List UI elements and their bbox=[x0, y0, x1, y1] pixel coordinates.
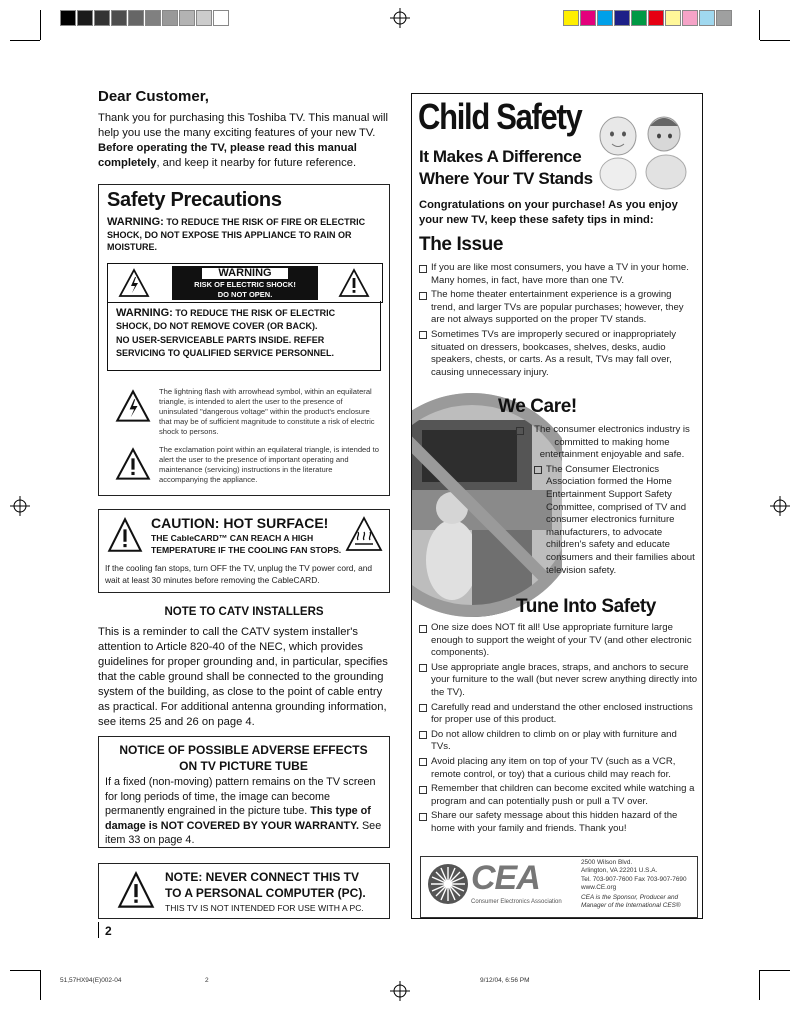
catv-body: This is a reminder to call the CATV system installer's attention to Article 820-40 of the NEC, which provides guidelines for proper grounding and, in particular, specifies that the cable ground shall be connected to the grounding system of the building, as close to the point of cable entry as practical. For additional antenna grounding information, see items 25 and 26 on page 4. bbox=[98, 626, 388, 728]
registration-mark-icon bbox=[390, 981, 410, 1001]
pc-note-title: NOTE: NEVER CONNECT THIS TV TO A PERSONAL COMPUTER (PC). bbox=[165, 870, 366, 900]
child-safety-panel bbox=[411, 93, 703, 919]
caution-title: CAUTION: HOT SURFACE! bbox=[151, 515, 329, 531]
electric-shock-warning: WARNING: TO REDUCE THE RISK OF ELECTRIC SHOCK, DO NOT REMOVE COVER (OR BACK). NO USER-SERVICEABLE PARTS INSIDE. REFER SERVICING TO QUALIFIED SERVICE PERSONNEL. bbox=[107, 301, 381, 371]
lightning-triangle-icon bbox=[115, 389, 151, 423]
list-item: Share our safety message about this hidden hazard of the home with your family and friends. Thank you! bbox=[419, 810, 699, 835]
lightning-description: The lightning flash with arrowhead symbol, within an equilateral triangle, is intended to alert the user to the presence of uninsulated "dangerous voltage" within the product's enclosure that may be of sufficient magnitude to constitute a risk of electric shock to persons. bbox=[159, 387, 375, 436]
issue-list bbox=[419, 262, 697, 381]
list-item: Remember that children can become excited while watching a program and can potentially push or pull a TV over. bbox=[419, 783, 699, 808]
we-care-list bbox=[516, 424, 696, 579]
footer-page: 2 bbox=[205, 977, 209, 984]
list-item: One size does NOT fit all! Use appropriate furniture large enough to support the weight of your TV (and other electronic components). bbox=[419, 622, 699, 660]
lightning-triangle-icon bbox=[118, 268, 150, 298]
registration-mark-icon bbox=[390, 8, 410, 28]
list-item: Do not allow children to climb on or play with furniture and TVs. bbox=[419, 729, 699, 754]
issue-title: The Issue bbox=[419, 234, 504, 255]
page-number-rule bbox=[98, 922, 99, 938]
tune-list bbox=[419, 622, 699, 838]
warning-label-center: WARNING RISK OF ELECTRIC SHOCK! DO NOT OPEN. bbox=[172, 266, 318, 300]
safety-precautions-box bbox=[98, 184, 390, 496]
exclamation-description: The exclamation point within an equilateral triangle, is intended to alert the user to the presence of important operating and maintenance (servicing) instructions in the literature accompanying the appliance. bbox=[159, 445, 379, 484]
congrats-text: Congratulations on your purchase! As you enjoy your new TV, keep these safety tips in mind: bbox=[419, 199, 678, 226]
notice-body: If a fixed (non-moving) pattern remains on the TV screen for long periods of time, the image can become permanently engrained in the picture tube. This type of damage is NOT COVERED BY YOUR WARRANTY. See item 33 on page 4. bbox=[105, 776, 382, 846]
caution-hot-surface-box bbox=[98, 509, 390, 593]
safety-precautions-title: Safety Precautions bbox=[107, 189, 282, 211]
pc-connect-note-box bbox=[98, 863, 390, 919]
exclamation-triangle-icon bbox=[117, 870, 155, 910]
exclamation-triangle-icon bbox=[338, 268, 370, 298]
registration-mark-icon bbox=[770, 496, 790, 516]
babies-photo bbox=[584, 104, 696, 194]
child-safety-subtitle: It Makes A Difference Where Your TV Stands bbox=[419, 147, 593, 188]
page-number: 2 bbox=[105, 924, 112, 938]
pc-note-body: THIS TV IS NOT INTENDED FOR USE WITH A PC. bbox=[165, 903, 364, 913]
registration-mark-icon bbox=[10, 496, 30, 516]
intro-paragraph: Thank you for purchasing this Toshiba TV. This manual will help you use the many exciting features of your new TV. Before operating the TV, please read this manual completely, and keep it nearby for future reference. bbox=[98, 112, 388, 169]
greeting-heading: Dear Customer, bbox=[98, 88, 209, 105]
list-item: Carefully read and understand the other enclosed instructions for proper use of this product. bbox=[419, 702, 699, 727]
list-item: If you are like most consumers, you have a TV in your home. Many homes, in fact, have more than one TV. bbox=[419, 262, 697, 287]
tune-into-safety-title: Tune Into Safety bbox=[516, 596, 656, 617]
list-item: Avoid placing any item on top of your TV (such as a VCR, remote control, or toy) that a curious child may reach for. bbox=[419, 756, 699, 781]
picture-tube-notice-box bbox=[98, 736, 390, 848]
care-item: The Consumer Electronics Association formed the Home Entertainment Support Safety Committee, comprised of TV and consumer electronics furniture manufacturers, to advocate children's safety and educate consumers and their families about television safety. bbox=[534, 464, 696, 577]
cea-tagline: Consumer Electronics Association bbox=[471, 899, 562, 905]
list-item: The home theater entertainment experience is a growing trend, and larger TVs are popular purchases; however, they are not always supported on the proper TV stands. bbox=[419, 289, 697, 327]
cea-box bbox=[420, 856, 698, 918]
hot-surface-icon bbox=[345, 516, 383, 552]
list-item: Use appropriate angle braces, straps, and anchors to secure your furniture to the wall (but never screw anything directly into the TV). bbox=[419, 662, 699, 700]
cea-star-logo-icon bbox=[427, 863, 469, 905]
caution-line: THE CableCARD™ CAN REACH A HIGH TEMPERATURE IF THE COOLING FAN STOPS. bbox=[151, 533, 342, 555]
grayscale-color-bar bbox=[60, 10, 230, 26]
exclamation-triangle-icon bbox=[107, 516, 143, 554]
warning-label bbox=[107, 263, 383, 303]
cea-contact: 2500 Wilson Blvd. Arlington, VA 22201 U.S.A. Tel. 703-907-7600 Fax 703-907-7690 www.CE.org CEA is the Sponsor, Producer and Manager of the International CES® bbox=[581, 859, 687, 910]
moisture-warning: WARNING: TO REDUCE THE RISK OF FIRE OR ELECTRIC SHOCK, DO NOT EXPOSE THIS APPLIANCE TO RAIN OR MOISTURE. bbox=[107, 216, 366, 252]
caution-body: If the cooling fan stops, turn OFF the TV, unplug the TV power cord, and wait at least 30 minutes before removing the CableCARD. bbox=[105, 563, 373, 585]
exclamation-triangle-icon bbox=[115, 447, 151, 481]
list-item: Sometimes TVs are improperly secured or inappropriately situated on dressers, bookcases, shelves, desks, audio speakers, chests, or carts. As a result, TVs may fall over, causing unnecessary injury. bbox=[419, 329, 697, 379]
footer-date: 9/12/04, 6:56 PM bbox=[480, 977, 530, 984]
care-item: The consumer electronics industry is committed to making home entertainment enjoyable and safe. bbox=[516, 424, 696, 462]
notice-title: NOTICE OF POSSIBLE ADVERSE EFFECTS ON TV PICTURE TUBE bbox=[119, 743, 368, 773]
we-care-title: We Care! bbox=[498, 396, 577, 417]
footer-file-name: 51,57HX94(E)002-04 bbox=[60, 977, 122, 984]
process-color-bar bbox=[563, 10, 733, 26]
child-safety-title: Child Safety bbox=[418, 96, 582, 137]
catv-title: NOTE TO CATV INSTALLERS bbox=[164, 606, 324, 618]
cea-logo-text: CEA bbox=[471, 859, 540, 897]
